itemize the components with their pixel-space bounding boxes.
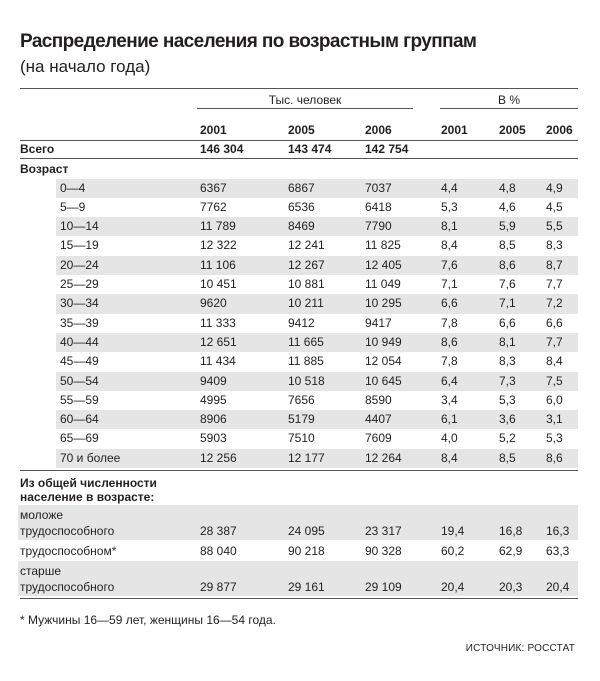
percent-2005: 8,5 — [499, 238, 516, 253]
thousands-2005: 29 161 — [288, 580, 325, 594]
age-group-label: 10—14 — [60, 219, 99, 234]
thousands-2006: 7609 — [365, 431, 392, 446]
age-row — [0, 391, 600, 410]
age-group-label: 45—49 — [60, 354, 99, 369]
percent-2005: 8,3 — [499, 354, 516, 369]
thousands-2006: 90 328 — [365, 543, 402, 558]
working-section-heading-line-2: население в возрасте: — [20, 490, 155, 504]
year-header-thousands-2001: 2001 — [200, 123, 227, 137]
thousands-2006: 12 405 — [365, 257, 402, 272]
thousands-2001: 6367 — [200, 180, 227, 195]
thousands-2005: 9412 — [288, 315, 315, 330]
total-row — [0, 141, 600, 158]
thousands-2005: 24 095 — [288, 524, 325, 538]
thousands-2005: 10 211 — [288, 296, 324, 311]
thousands-2006: 9417 — [365, 315, 392, 330]
percent-2006: 20,4 — [546, 580, 570, 594]
working-row-above — [0, 561, 600, 596]
percent-2001: 7,8 — [441, 315, 458, 330]
header-divider — [20, 88, 578, 89]
thousands-2005: 7510 — [288, 431, 315, 446]
percent-2001: 8,4 — [441, 450, 458, 465]
age-row — [0, 275, 600, 294]
table-bottom-rule — [20, 598, 578, 599]
percent-2006: 7,2 — [546, 296, 563, 311]
year-header-percent-2005: 2005 — [499, 123, 526, 137]
thousands-2005: 12 267 — [288, 257, 325, 272]
percent-2006: 7,7 — [546, 334, 563, 349]
thousands-2001: 10 451 — [200, 277, 237, 291]
percent-2001: 6,6 — [441, 296, 458, 311]
percent-2001: 8,1 — [441, 219, 458, 234]
percent-2005: 4,8 — [499, 180, 516, 195]
thousands-2006: 12 054 — [365, 354, 402, 369]
thousands-2001: 12 322 — [200, 238, 237, 253]
thousands-2005: 12 241 — [288, 238, 325, 253]
percent-2001: 19,4 — [441, 524, 465, 538]
percent-2006: 4,9 — [546, 180, 563, 195]
thousands-2005: 10 518 — [288, 373, 325, 388]
thousands-2005: 90 218 — [288, 543, 325, 558]
percent-2006: 4,5 — [546, 199, 563, 214]
age-row — [0, 429, 600, 448]
percent-2005: 3,6 — [499, 412, 516, 427]
percent-2005: 20,3 — [499, 580, 523, 594]
percent-2005: 7,3 — [499, 373, 516, 388]
thousands-2001: 88 040 — [200, 543, 237, 558]
thousands-2006: 6418 — [365, 199, 392, 214]
percent-2006: 16,3 — [546, 524, 570, 538]
percent-2001: 4,0 — [441, 431, 458, 446]
percent-2001: 7,6 — [441, 257, 458, 272]
age-group-label: 35—39 — [60, 315, 99, 330]
percent-2006: 7,7 — [546, 277, 563, 291]
thousands-2005: 7656 — [288, 392, 315, 407]
age-group-label: 50—54 — [60, 373, 99, 388]
thousands-2006: 7790 — [365, 219, 392, 234]
age-row — [0, 198, 600, 217]
thousands-2006: 12 264 — [365, 450, 402, 465]
percent-2006: 5,5 — [546, 219, 563, 234]
working-row-below — [0, 505, 600, 540]
age-row — [0, 179, 600, 198]
age-group-label: 20—24 — [60, 257, 99, 272]
year-header-percent-2001: 2001 — [441, 123, 468, 137]
age-group-label: 70 и более — [60, 450, 121, 465]
year-header-row — [0, 122, 600, 138]
thousands-2001: 8906 — [200, 412, 227, 427]
percent-2005: 5,2 — [499, 431, 516, 446]
group-header-thousands: Тыс. человек — [197, 92, 413, 109]
age-row — [0, 314, 600, 333]
percent-2001: 8,6 — [441, 334, 458, 349]
percent-2001: 6,1 — [441, 412, 458, 427]
percent-2006: 3,1 — [546, 412, 563, 427]
percent-2006: 6,0 — [546, 392, 563, 407]
thousands-2001: 11 434 — [200, 354, 236, 369]
thousands-2006: 7037 — [365, 180, 392, 195]
percent-2001: 7,8 — [441, 354, 458, 369]
age-row — [0, 217, 600, 236]
age-group-label: 25—29 — [60, 277, 99, 291]
age-row — [0, 372, 600, 391]
thousands-2006: 10 295 — [365, 296, 402, 311]
age-section-heading: Возраст — [20, 162, 69, 176]
thousands-2001: 12 256 — [200, 450, 237, 465]
age-group-label: 0—4 — [60, 180, 86, 195]
age-row — [0, 294, 600, 313]
percent-2005: 6,6 — [499, 315, 516, 330]
working-row-working — [0, 541, 600, 560]
percent-2006: 63,3 — [546, 543, 570, 558]
thousands-2005: 8469 — [288, 219, 315, 234]
thousands-2005: 11 665 — [288, 334, 324, 349]
percent-2005: 5,3 — [499, 392, 516, 407]
percent-2006: 7,5 — [546, 373, 563, 388]
thousands-2001: 11 106 — [200, 257, 236, 272]
thousands-2006: 23 317 — [365, 524, 402, 538]
age-group-label: 40—44 — [60, 334, 99, 349]
thousands-2006: 8590 — [365, 392, 392, 407]
percent-2001: 7,1 — [441, 277, 458, 291]
thousands-2006: 10 949 — [365, 334, 402, 349]
thousands-2001: 4995 — [200, 392, 227, 407]
thousands-2001: 9620 — [200, 296, 227, 311]
thousands-2006: 10 645 — [365, 373, 402, 388]
working-row-label — [20, 563, 114, 595]
working-row-label-line-1: старше — [20, 564, 62, 578]
age-group-label: 65—69 — [60, 431, 99, 446]
group-header-percent: В % — [440, 92, 578, 109]
percent-2005: 7,1 — [499, 296, 516, 311]
percent-2005: 16,8 — [499, 524, 523, 538]
thousands-2005: 12 177 — [288, 450, 325, 465]
percent-2001: 20,4 — [441, 580, 465, 594]
working-row-label-line-2: трудоспособного — [20, 524, 115, 538]
thousands-2006: 4407 — [365, 412, 392, 427]
age-group-label: 55—59 — [60, 392, 99, 407]
row-divider — [20, 470, 578, 471]
working-row-label: трудоспособном* — [20, 543, 117, 558]
percent-2005: 5,9 — [499, 219, 516, 234]
percent-2001: 8,4 — [441, 238, 458, 253]
thousands-2006: 11 825 — [365, 238, 401, 253]
percent-2005: 7,6 — [499, 277, 516, 291]
total-thousands-2001: 146 304 — [200, 142, 244, 156]
percent-2006: 6,6 — [546, 315, 563, 330]
table-subtitle: (на начало года) — [20, 57, 151, 76]
working-row-label-line-2: трудоспособного — [20, 580, 115, 594]
percent-2005: 8,1 — [499, 334, 516, 349]
thousands-2006: 11 049 — [365, 277, 401, 291]
percent-2006: 8,6 — [546, 450, 563, 465]
percent-2005: 62,9 — [499, 543, 523, 558]
percent-2006: 5,3 — [546, 431, 563, 446]
age-row — [0, 236, 600, 255]
year-header-thousands-2006: 2006 — [365, 123, 392, 137]
percent-2001: 60,2 — [441, 543, 465, 558]
year-header-thousands-2005: 2005 — [288, 123, 315, 137]
age-row — [0, 410, 600, 429]
thousands-2001: 11 333 — [200, 315, 236, 330]
percent-2006: 8,7 — [546, 257, 563, 272]
working-section-heading-line-1: Из общей численности — [20, 476, 157, 490]
percent-2005: 8,5 — [499, 450, 516, 465]
thousands-2001: 11 789 — [200, 219, 236, 234]
working-row-label-line-1: моложе — [20, 508, 64, 522]
age-row — [0, 449, 600, 468]
age-group-label: 5—9 — [60, 199, 86, 214]
thousands-2001: 5903 — [200, 431, 227, 446]
row-divider — [20, 158, 578, 159]
thousands-2005: 10 881 — [288, 277, 325, 291]
source-credit: ИСТОЧНИК: РОССТАТ — [465, 643, 575, 654]
working-row-label — [20, 507, 114, 539]
percent-2005: 8,6 — [499, 257, 516, 272]
footnote: * Мужчины 16—59 лет, женщины 16—54 года. — [20, 613, 276, 627]
age-group-label: 30—34 — [60, 296, 99, 311]
thousands-2005: 5179 — [288, 412, 315, 427]
percent-2006: 8,3 — [546, 238, 563, 253]
percent-2006: 8,4 — [546, 354, 563, 369]
table-title: Распределение населения по возрастным группам — [20, 31, 477, 52]
total-thousands-2006: 142 754 — [365, 142, 409, 156]
total-thousands-2005: 143 474 — [288, 142, 332, 156]
thousands-2001: 29 877 — [200, 580, 237, 594]
percent-2001: 5,3 — [441, 199, 458, 214]
age-group-label: 15—19 — [60, 238, 99, 253]
thousands-2001: 28 387 — [200, 524, 237, 538]
age-row — [0, 333, 600, 352]
percent-2001: 6,4 — [441, 373, 458, 388]
total-label: Всего — [20, 142, 55, 156]
thousands-2006: 29 109 — [365, 580, 402, 594]
thousands-2001: 12 651 — [200, 334, 237, 349]
year-header-percent-2006: 2006 — [546, 123, 573, 137]
age-row — [0, 256, 600, 275]
thousands-2005: 6536 — [288, 199, 315, 214]
thousands-2005: 11 885 — [288, 354, 324, 369]
thousands-2001: 7762 — [200, 199, 227, 214]
percent-2001: 3,4 — [441, 392, 458, 407]
percent-2001: 4,4 — [441, 180, 458, 195]
thousands-2005: 6867 — [288, 180, 315, 195]
age-row — [0, 352, 600, 371]
percent-2005: 4,6 — [499, 199, 516, 214]
age-group-label: 60—64 — [60, 412, 99, 427]
thousands-2001: 9409 — [200, 373, 227, 388]
